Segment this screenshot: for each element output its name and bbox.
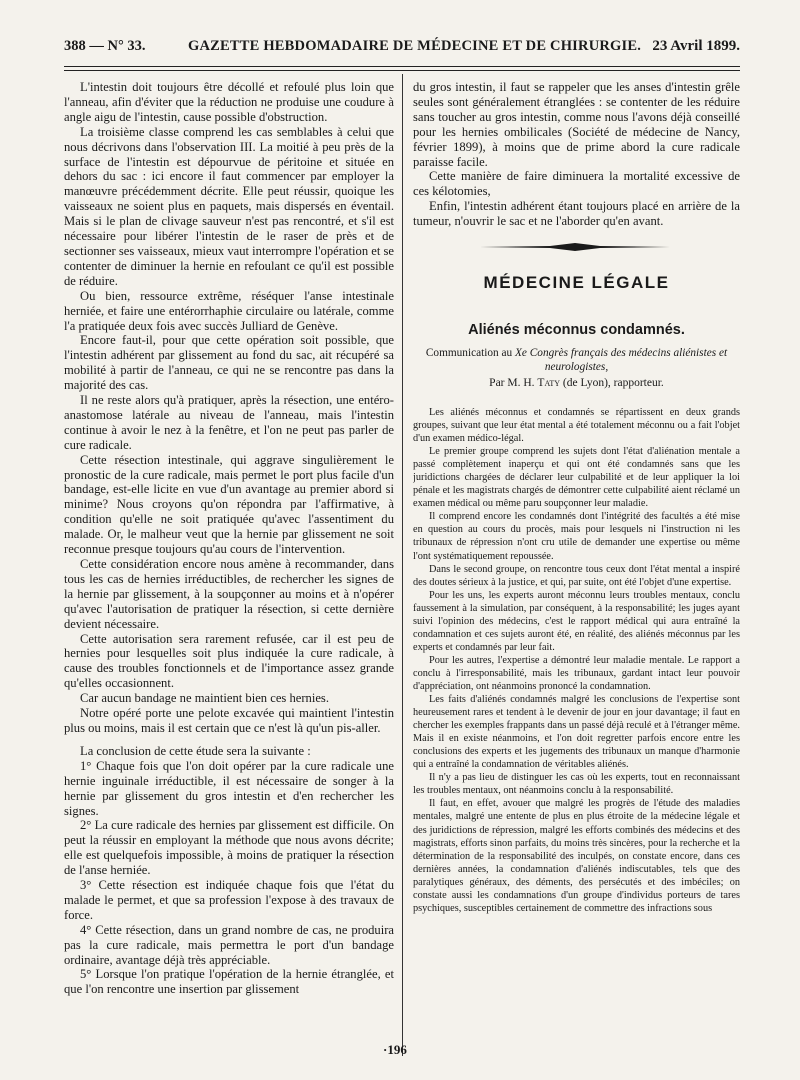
paragraph: Dans le second groupe, on rencontre tous ceux dont l'état mental a inspiré des doutes sérieux à la justice, et qui, par suite, ont été l'objet d'une expertise. <box>413 563 740 588</box>
paragraph: Pour les autres, l'expertise a démontré leur maladie mentale. Le rapport a conclu à l'irresponsabilité, mais les tribunaux, gardant intact leur pouvoir d'appréciation, ont néanmoins prononcé la condamnation. <box>413 654 740 692</box>
article-title: Aliénés méconnus condamnés. <box>468 322 685 338</box>
conclusion-item: 1° Chaque fois que l'on doit opérer par la cure radicale une hernie inguinale irréductible, il est nécessaire de songer à la hernie par glissement du gros intestin et d'en rechercher les signes. <box>64 758 394 818</box>
left-column <box>64 80 394 997</box>
paragraph: Ou bien, ressource extrême, réséquer l'anse intestinale herniée, et faire une entérorrhaphie circulaire ou latérale, comme l'a pratiquée deux fois avec succès Julliard de Genève. <box>64 288 394 333</box>
paragraph: Cette considération encore nous amène à recommander, dans tous les cas de hernies irréductibles, de rechercher les signes de la hernie par glissement, à la soupçonner au moins et à n'opérer qu'avec l'autorisation de pratiquer la résection, si cette dernière devient nécessaire. <box>64 557 394 631</box>
page-folio: ·196 <box>383 1042 407 1057</box>
paragraph: Il n'y a pas lieu de distinguer les cas où les experts, tout en reconnaissant les troubles mentaux, ont néanmoins conclu à la responsabilité. <box>413 772 740 797</box>
paragraph: Notre opéré porte une pelote excavée qui maintient l'intestin plus ou moins, mais il est certain que ce n'est là qu'un pis-aller. <box>64 706 394 735</box>
conclusion-intro: La conclusion de cette étude sera la suivante : <box>80 743 311 758</box>
header-rule-top <box>64 66 740 67</box>
paragraph: Il faut, en effet, avouer que malgré les progrès de l'étude des maladies mentales, malgré une entente de plus en plus étroite de la médecine légale et des juridictions de répression, malgré les efforts combinés des médecins et des magistrats, efforts sinon parfaits, du moins très sincères, pour la recherche et la détermination de la responsabilité des inculpés, on constate encore, dans ces dernières années, la condamnation d'aliénés indiscutables, tels que des paralytiques généraux, des déments, des persécutés et des imbéciles; on constate aussi les condamnations d'un groupe d'individus porteurs de tares psychiques, susceptibles certainement de commettre des infractions sous <box>413 798 740 914</box>
author-name: Taty <box>537 377 561 389</box>
author-line <box>413 377 740 389</box>
article-body <box>413 406 740 915</box>
column-divider <box>402 74 403 1056</box>
paragraph: Pour les uns, les experts auront méconnu leurs troubles mentaux, conclu faussement à la simulation, par conséquent, à la responsabilité; les juges ayant suivi l'opinion des médecins, c'est le rapport médical qui aura entraîné la condamnation et ces sujets auront été, en réalité, des aliénés méconnus par les experts et condamnés par leur fait. <box>413 589 740 653</box>
paragraph: Les aliénés méconnus et condamnés se répartissent en deux grands groupes, suivant que leur état mental a été totalement méconnu ou a fait l'objet d'un examen médico-légal. <box>413 407 740 445</box>
author-prefix: Par M. H. <box>489 377 535 389</box>
paragraph: du gros intestin, il faut se rappeler que les anses d'intestin grêle seules sont généralement étranglées : se contenter de les réduire sans toucher au gros intestin, comme nous l'avons déjà conseillé pour les hernies ombilicales (Société de médecine de Nancy, février 1899), à moins que de prime abord la cure radicale paraisse facile. <box>413 80 740 169</box>
conclusion-item: 5° Lorsque l'on pratique l'opération de la hernie étranglée, et que l'on rencontre une insertion par glissement <box>64 967 394 997</box>
section-ornament <box>480 242 670 252</box>
page-header <box>64 38 740 60</box>
paragraph: Cette résection intestinale, qui aggrave singulièrement le pronostic de la cure radicale, mais permet le port plus facile d'un bandage, est-elle licite en vue d'un avantage au premier abord si minime? Nous croyons qu'on répondra par l'affirmative, à condition qu'elle ne soit pratiquée qu'avec l'assentiment du malade. Or, le malheur veut que la hernie par glissement ne soit reconnue presque toujours qu'au cours de l'intervention. <box>64 452 394 557</box>
conclusion-item: 2° La cure radicale des hernies par glissement est difficile. On peut la réussir en employant la méthode que nous avons décrite; elle est quelquefois impossible, à moins de pratiquer la résection de l'anse herniée. <box>64 818 394 878</box>
journal-title: GAZETTE HEBDOMADAIRE DE MÉDECINE ET DE CHIRURGIE. <box>188 38 642 54</box>
paragraph: Les faits d'aliénés condamnés malgré les conclusions de l'expertise sont heureusement rares et tendent à le devenir de jour en jour davantage; il faut en chercher les exemples frappants dans un passé déjà reculé et à l'étranger même. Mais il en existe néanmoins, et l'on doit regretter parfois encore entre les conclusions des experts et les jugements des tribunaux un manque d'harmonie qui a entraîné la condamnation de véritables aliénés. <box>413 694 740 771</box>
right-column-top <box>413 80 740 229</box>
paragraph: Encore faut-il, pour que cette opération soit possible, que l'intestin adhérent par glissement au fond du sac, ait récupéré sa mobilité à partir de l'anneau, ce qui ne se rencontre pas dans la majorité des cas. <box>64 333 394 393</box>
spacer <box>64 736 394 744</box>
communication-venue: Xe Congrès français des médecins aliénistes et neurologistes, <box>515 347 728 373</box>
section-title: MÉDECINE LÉGALE <box>483 273 670 292</box>
issue-date: 23 Avril 1899. <box>652 38 740 54</box>
author-suffix: (de Lyon), rapporteur. <box>562 377 664 389</box>
paragraph: Enfin, l'intestin adhérent étant toujours placé en arrière de la tumeur, n'ouvrir le sac et ne l'aborder qu'en avant. <box>413 199 740 229</box>
paragraph: Car aucun bandage ne maintient bien ces hernies. <box>80 691 329 706</box>
communication-line <box>413 346 740 374</box>
conclusion-item: 3° Cette résection est indiquée chaque fois que l'état du malade le permet, et que sa profession l'expose à des travaux de force. <box>64 878 394 922</box>
paragraph: Le premier groupe comprend les sujets dont l'état d'aliénation mentale a passé complètement inaperçu et qui ont été condamnés sans que les juridictions chargées de déclarer leur culpabilité et de leur appliquer la loi pénale et les magistrats chargés de démontrer cette culpabilité aient réclamé un examen médical ou même paru soupçonner leur maladie. <box>413 446 740 510</box>
paragraph: Il comprend encore les condamnés dont l'intégrité des facultés a été mise en question au cours du procès, mais pour lesquels ni l'instruction ni les tribunaux de répression n'ont cru utile de demander une expertise ou même l'ont systématiquement repoussée. <box>413 511 740 562</box>
paragraph: L'intestin doit toujours être décollé et refoulé plus loin que l'anneau, afin d'éviter que la réduction ne produise une coudure à angle aigu de l'intestin, cause possible d'obstruction. <box>64 80 394 124</box>
paragraph: Cette autorisation sera rarement refusée, car il est peu de hernies pour lesquelles soit plus indiquée la cure radicale, à cause des troubles fonctionnels et de l'importance assez grande qu'elles occasionnent. <box>64 631 394 691</box>
header-rule-bottom <box>64 70 740 71</box>
paragraph: Cette manière de faire diminuera la mortalité excessive de ces kélotomies, <box>413 169 740 199</box>
conclusion-item: 4° Cette résection, dans un grand nombre de cas, ne produira pas la cure radicale, mais permettra le port d'un bandage ordinaire, avantage déjà très appréciable. <box>64 922 394 967</box>
page-number: 388 — N° 33. <box>64 38 146 54</box>
paragraph: La troisième classe comprend les cas semblables à celui que nous décrivons dans l'observation III. La moitié à peu près de la surface de l'intestin est dépourvue de péritoine et située en dehors du sac : ici encore il faut commencer par employer la manœuvre précédemment décrite. Elle peut réussir, quoique les vaisseaux ne soient plus en paquets, mais dispersés en éventail. Mais si le plan de clivage sauveur n'est pas rencontré, et s'il est nécessaire pour libérer l'intestin de le raser de près et de sectionner ses vaisseaux, mieux vaut interrompre l'opération et se contenter de diminuer la hernie en refoulant ce qu'il est possible de réduire. <box>64 124 394 288</box>
paragraph: Il ne reste alors qu'à pratiquer, après la résection, une entéro-anastomose latérale au niveau de l'anneau, mais l'intestin continue à avoir le nez à la fenêtre, et l'on ne peut pas parler de cure radicale. <box>64 393 394 452</box>
communication-prefix: Communication au <box>425 347 513 359</box>
